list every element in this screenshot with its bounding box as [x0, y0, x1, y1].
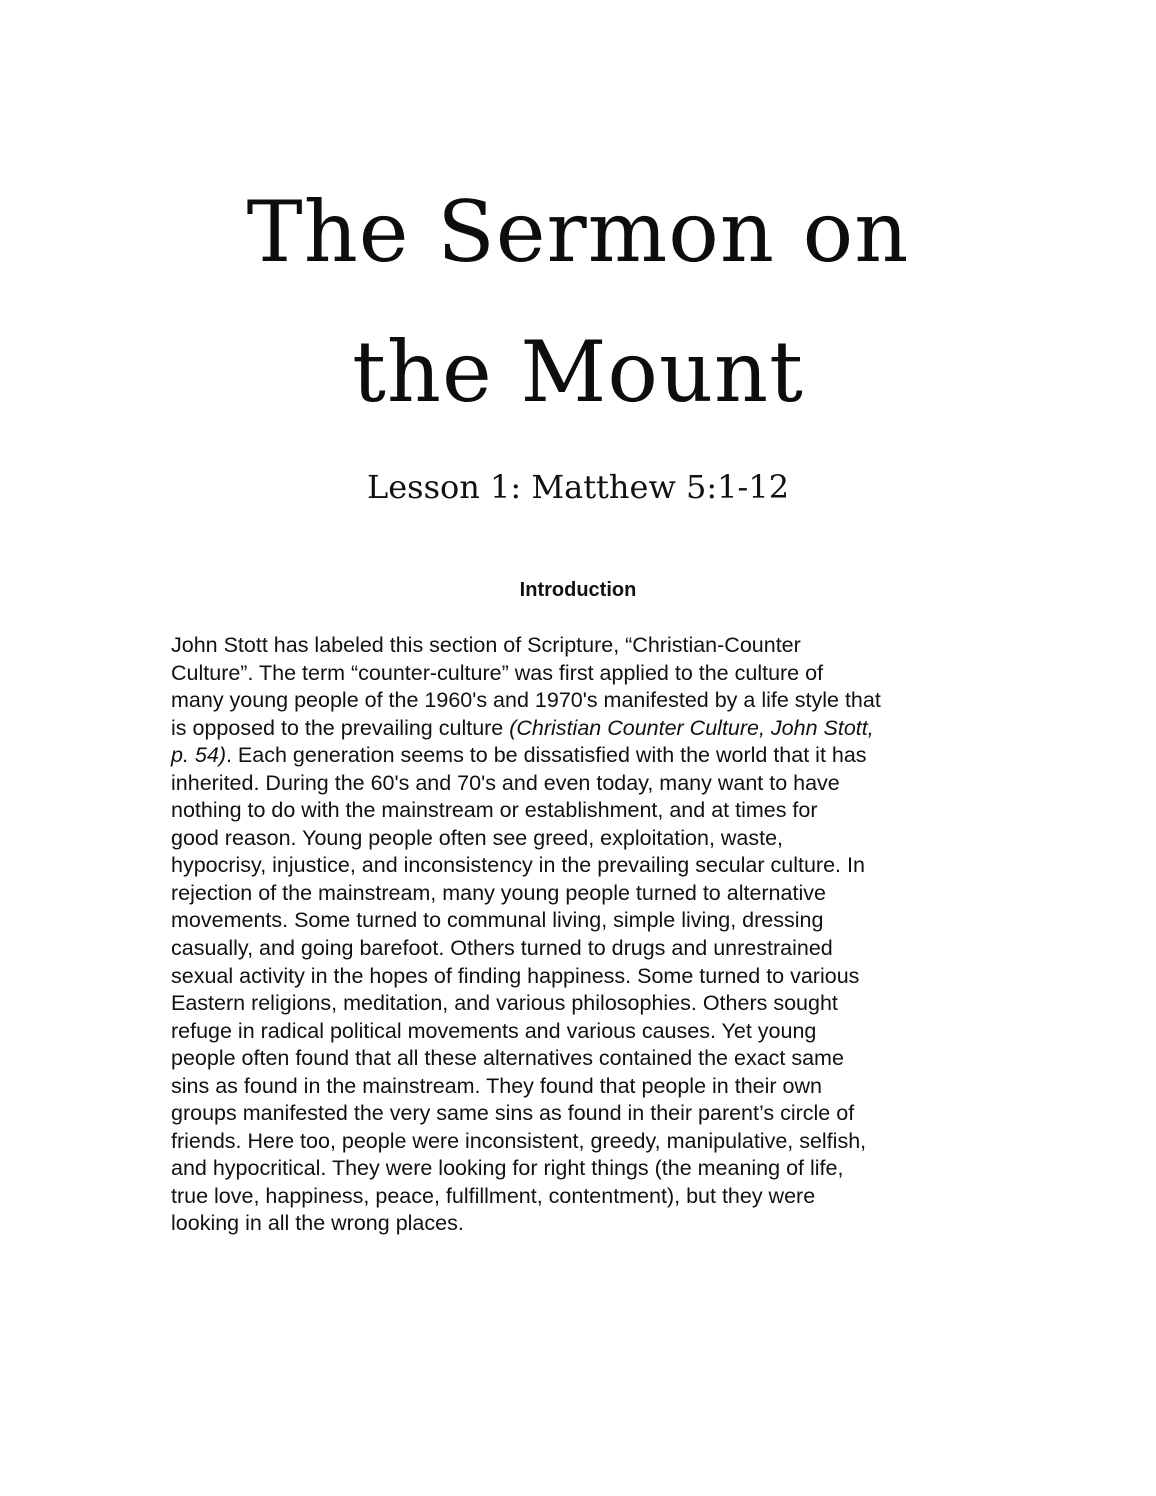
- paragraph-line: many young people of the 1960's and 1970's manifested by a life style that: [171, 688, 881, 713]
- document-title-line-1: The Sermon on: [246, 183, 910, 281]
- paragraph-line: sins as found in the mainstream. They found that people in their own: [171, 1073, 822, 1098]
- paragraph-line: refuge in radical political movements and various causes. Yet young: [171, 1018, 817, 1043]
- paragraph-line: Culture”. The term “counter-culture” was first applied to the culture of: [171, 660, 824, 685]
- citation-text: p. 54): [171, 743, 226, 768]
- line-text: is opposed to the prevailing culture: [171, 715, 510, 740]
- paragraph-line: hypocrisy, injustice, and inconsistency in the prevailing secular culture. In: [171, 853, 865, 878]
- paragraph-line: [171, 715, 1001, 743]
- paragraph-line: nothing to do with the mainstream or establishment, and at times for: [171, 798, 818, 823]
- lesson-subtitle: Lesson 1: Matthew 5:1-12: [366, 468, 790, 506]
- paragraph-line: friends. Here too, people were inconsistent, greedy, manipulative, selfish,: [171, 1128, 867, 1153]
- section-heading: Introduction: [519, 579, 637, 601]
- line-text: . Each generation seems to be dissatisfied with the world that it has: [225, 743, 867, 768]
- paragraph-line: sexual activity in the hopes of finding happiness. Some turned to various: [171, 963, 860, 988]
- paragraph-line: good reason. Young people often see greed, exploitation, waste,: [171, 825, 784, 850]
- paragraph-line: looking in all the wrong places.: [171, 1211, 464, 1236]
- paragraph-line: [171, 742, 1001, 770]
- paragraph-line: groups manifested the very same sins as found in their parent’s circle of: [171, 1101, 855, 1126]
- paragraph-line: inherited. During the 60's and 70's and even today, many want to have: [171, 770, 840, 795]
- paragraph-line: true love, happiness, peace, fulfillment, contentment), but they were: [171, 1183, 816, 1208]
- citation-text: (Christian Counter Culture, John Stott,: [509, 715, 874, 740]
- paragraph-line: people often found that all these alternatives contained the exact same: [171, 1046, 844, 1071]
- paragraph-line: movements. Some turned to communal living, simple living, dressing: [171, 908, 824, 933]
- paragraph-line: and hypocritical. They were looking for right things (the meaning of life,: [171, 1156, 844, 1181]
- paragraph-line: Eastern religions, meditation, and various philosophies. Others sought: [171, 991, 838, 1016]
- introduction-paragraph: [171, 632, 1001, 1238]
- paragraph-line: rejection of the mainstream, many young people turned to alternative: [171, 880, 826, 905]
- paragraph-line: John Stott has labeled this section of Scripture, “Christian-Counter: [171, 633, 801, 657]
- paragraph-line: casually, and going barefoot. Others turned to drugs and unrestrained: [171, 936, 833, 961]
- document-title-line-2: the Mount: [352, 323, 804, 421]
